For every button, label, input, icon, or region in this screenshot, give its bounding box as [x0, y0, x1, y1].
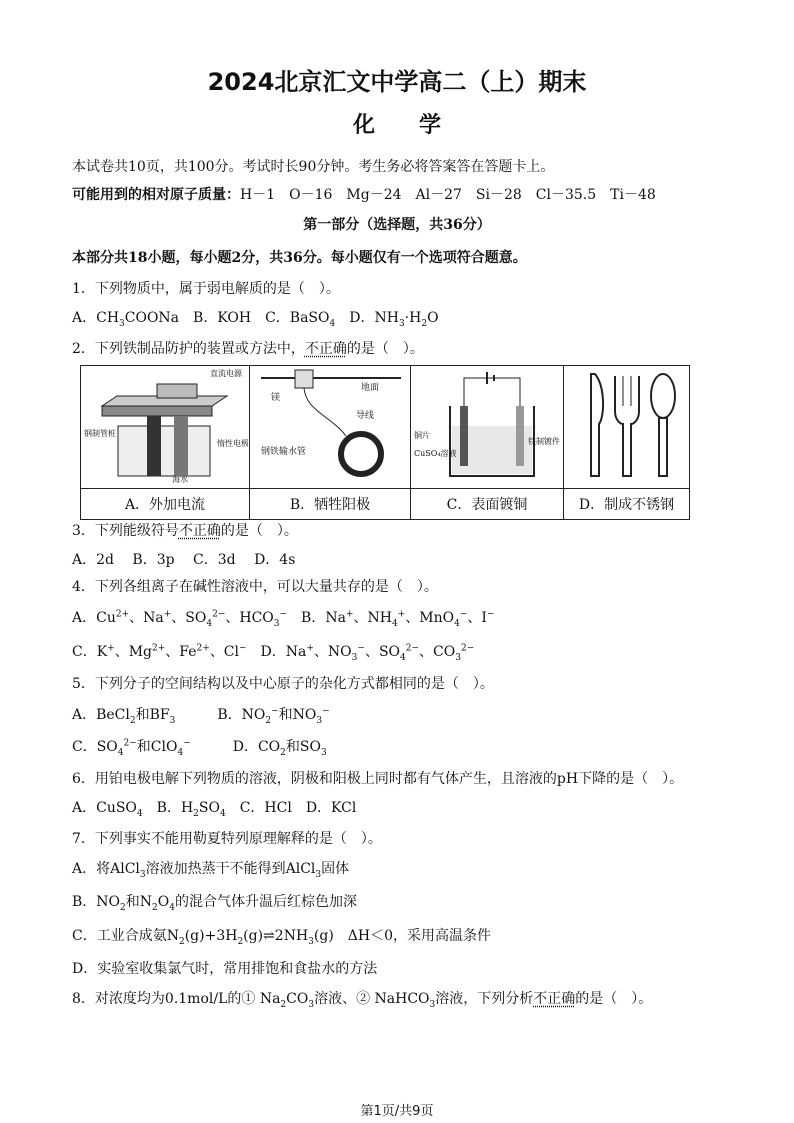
fig-b-cell — [250, 366, 411, 489]
q3-stem-emphasis: 不正确 — [178, 523, 221, 539]
fig-d-drawing — [565, 366, 689, 484]
fig-a-drawing — [82, 366, 248, 484]
part1-title: 第一部分（选择题，共36分） — [303, 217, 491, 233]
q7-option-b: B．$NO_2$和$N_2O_4$的混合气体升温后红棕色加深 — [72, 894, 357, 913]
q2-stem-part-a: 2．下列铁制品防护的装置或方法中， — [72, 341, 305, 357]
page-footer: 第1页/共9页 — [360, 1104, 434, 1119]
fig-b-drawing — [251, 366, 409, 484]
q7-option-d: D．实验室收集氯气时，常用排饱和食盐水的方法 — [72, 961, 378, 977]
q7-option-c: C．工业合成氨$N_2(g)+3H_2(g)\rightleftharpoons 2NH_3(g)$ ΔH＜0，采用高温条件 — [72, 928, 492, 947]
q2-stem-part-b: 的是（ ）。 — [346, 341, 424, 357]
q3-stem-part-b: 的是（ ）。 — [220, 523, 298, 539]
q3-stem-part-a: 3．下列能级符号 — [72, 523, 179, 539]
fig-c-drawing — [412, 366, 562, 484]
fig-b-wire-label: 导线 — [356, 411, 375, 421]
q7-option-a: A．将AlCl$_3$溶液加热蒸干不能得到AlCl$_3$固体 — [72, 861, 350, 880]
fig-b-ground-label: 地面 — [361, 383, 380, 393]
atomic-mass-values: H－1 O－16 Mg－24 Al－27 Si－28 Cl－35.5 Ti－48 — [240, 187, 656, 203]
q5-options-ab: A．BeCl$_2$和$BF_3$ B．$NO_2^-$和$NO_3^-$ — [72, 706, 330, 726]
fig-c-cell — [411, 366, 564, 489]
q3-options: A．2d B．3p C．3d D．4s — [72, 552, 296, 568]
q1-options: A．$CH_3COONa$ B．KOH C．BaSO$_4$ D．$NH_3\cdot H_2O$ — [72, 310, 439, 329]
q8-stem-part-c: 的是（ ）。 — [575, 991, 653, 1007]
fig-a-inert-label: 惰性电极 — [217, 439, 248, 448]
fig-b-pipe-label: 钢铁输水管 — [261, 447, 307, 457]
q5-options-cd: C．$SO_4^{2-}$和ClO$_4$− D．$CO_2$和$SO_3$ — [72, 738, 327, 758]
fig-a-power-label: 直流电源 — [210, 369, 242, 378]
q6-options: A．CuSO$_4$ B．$H_2SO_4$ C．HCl D．KCl — [72, 800, 357, 819]
fig-d-cell — [564, 366, 690, 489]
q2-figure-table — [80, 365, 690, 520]
fig-a-pipe-label: 钢制管桩 — [84, 429, 116, 438]
fig-caption-d: D．制成不锈钢 — [564, 489, 690, 520]
q2-stem — [72, 338, 424, 358]
intro-text: 本试卷共10页，共100分。考试时长90分钟。考生务必将答案答在答题卡上。 — [72, 159, 555, 175]
q4-options-cd: C．K+、$Mg^{2+}$、$Fe^{2+}$、Cl− D．Na+、$NO_3^-$、$SO_4^{2-}$、$CO_3^{2-}$ — [72, 643, 475, 663]
q2-stem-emphasis: 不正确 — [304, 341, 347, 357]
q8-stem-emphasis: 不正确 — [533, 991, 576, 1007]
q8-stem: 8．对浓度均为0.1mol/L的① $Na_2CO_3$溶液、② NaHCO$_3$溶液，下列分析不正确的是（ ）。 — [72, 991, 653, 1010]
fig-a-sea-label: 海水 — [172, 475, 188, 484]
fig-a-cell — [81, 366, 250, 489]
part1-instructions: 本部分共18小题，每小题2分，共36分。每小题仅有一个选项符合题意。 — [72, 250, 527, 266]
q4-options-ab: A．$Cu^{2+}$、Na+、$SO_4^{2-}$、$HCO_3^-$ B．Na+、$NH_4^+$、MnO$_4$−、I− — [72, 609, 495, 629]
fig-caption-b: B．牺牲阳极 — [250, 489, 411, 520]
q3-stem — [72, 520, 298, 540]
subject-title: 化 学 — [352, 113, 441, 138]
fig-b-mg-label: 镁 — [271, 393, 281, 403]
fig-caption-c: C．表面镀铜 — [411, 489, 564, 520]
q8-stem-part-b: 溶液，下列分析 — [435, 991, 534, 1007]
fig-caption-a: A．外加电流 — [81, 489, 250, 520]
atomic-mass-label: 可能用到的相对原子质量： — [72, 187, 240, 203]
atomic-mass-line — [72, 184, 656, 204]
q1-stem: 1．下列物质中，属于弱电解质的是（ ）。 — [72, 281, 340, 297]
q7-stem: 7．下列事实不能用勒夏特列原理解释的是（ ）。 — [72, 831, 382, 847]
q5-stem: 5．下列分子的空间结构以及中心原子的杂化方式都相同的是（ ）。 — [72, 676, 494, 692]
fig-c-iron-label: 铁制镀件 — [528, 437, 560, 446]
exam-title: 2024北京汇文中学高二（上）期末 — [207, 68, 587, 96]
q4-stem: 4．下列各组离子在碱性溶液中，可以大量共存的是（ ）。 — [72, 579, 438, 595]
q8-stem-part-a: 8．对浓度均为0.1mol/L的 — [72, 991, 242, 1007]
q6-stem: 6．用铂电极电解下列物质的溶液，阴极和阳极上同时都有气体产生，且溶液的pH下降的是（ ）。 — [72, 771, 684, 787]
fig-c-cu-label: 铜片 — [414, 431, 430, 440]
fig-c-cuso4-label: CuSO₄溶液 — [414, 449, 457, 458]
